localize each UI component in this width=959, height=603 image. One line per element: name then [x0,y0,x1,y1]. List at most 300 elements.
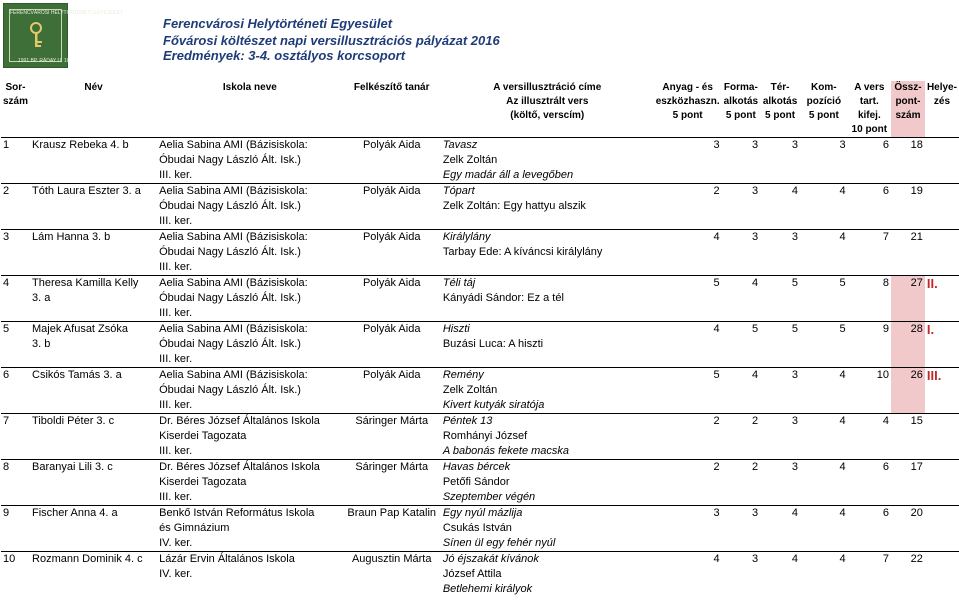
teacher-name [343,138,441,184]
cell-line: 17 [910,461,923,473]
cell-line: 3 [751,231,759,243]
col-vers-header: A versillusztráció címe Az illusztrált vers (költő, verscím) [441,81,654,138]
cell-line: Jó éjszakát kívánok [442,553,539,565]
placement [925,230,959,276]
score-total [891,552,925,598]
placement [925,276,959,322]
score-forma [722,506,760,552]
school-name [157,322,342,368]
cell-line: 2 [751,461,759,473]
score-kompozicio [800,276,848,322]
cell-line: Királylány [442,231,491,243]
student-name [30,506,157,552]
cell-line: Havas bércek [442,461,511,473]
cell-line: 2 [713,185,720,197]
score-ter [760,414,800,460]
cell-line: 18 [910,139,923,151]
cell-line: Egy nyúl mázlija [442,507,523,519]
cell-line: 1 [3,139,10,151]
cell-line: 5 [791,323,799,335]
student-name [30,368,157,414]
teacher-name [343,552,441,598]
cell-line: 5 [839,323,846,335]
cell-line: 3 [791,415,799,427]
col-helyezes-header: Helye- zés [925,81,959,138]
cell-line: Polyák Aida [362,231,421,243]
artwork-poem [441,230,654,276]
cell-line: Dr. Béres József Általános Iskola [159,461,320,473]
teacher-name [343,414,441,460]
table-row [1,230,959,276]
table-row [1,552,959,598]
col-kompozicio-header: Kom- pozíció 5 pont [800,81,848,138]
placement [925,184,959,230]
school-name [157,138,342,184]
cell-line: Braun Pap Katalin [347,507,437,519]
cell-line: Theresa Kamilla Kelly [32,277,139,289]
cell-line: Óbudai Nagy László Ált. Isk.) [159,292,301,304]
cell-line: Kiserdei Tagozata [159,476,247,488]
results-table [1,81,959,597]
student-name [30,184,157,230]
table-header-row [1,81,959,138]
cell-line: 4 [839,553,846,565]
cell-line: Tiboldi Péter 3. c [32,415,115,427]
score-ter [760,460,800,506]
cell-line: Óbudai Nagy László Ált. Isk.) [159,246,301,258]
table-row [1,368,959,414]
score-vers-tart [848,230,891,276]
cell-line: III. ker. [159,491,193,503]
logo-caption-top: FERENCVÁROSI HELYTÖRTÉNETI EGYESÜLET [10,10,124,16]
score-ter [760,552,800,598]
cell-line: Tarbay Ede: A kíváncsi királylány [442,246,603,258]
cell-line: 5 [839,277,846,289]
cell-line: Sínen ül egy fehér nyúl [442,537,556,549]
cell-line: József Attila [442,568,502,580]
cell-line: 20 [910,507,923,519]
cell-line: Buzási Luca: A hiszti [442,338,544,350]
score-anyag [654,230,722,276]
score-vers-tart [848,184,891,230]
school-name [157,460,342,506]
cell-line: 5 [713,369,720,381]
artwork-poem [441,322,654,368]
row-number [1,276,30,322]
cell-line: 3 [791,461,799,473]
cell-line: 4 [713,323,720,335]
cell-line: Benkő István Református Iskola [159,507,315,519]
cell-line: 3 [713,507,720,519]
score-anyag [654,322,722,368]
cell-line: Tavasz [442,139,478,151]
cell-line: 19 [910,185,923,197]
row-number [1,230,30,276]
cell-line: 6 [882,461,890,473]
header-competition: Fővárosi költészet napi versillusztrációs pályázat 2016 [163,33,500,48]
cell-line: 4 [791,185,799,197]
cell-line: Augusztin Márta [351,553,432,565]
placement [925,138,959,184]
score-total [891,414,925,460]
score-forma [722,368,760,414]
cell-line: 4 [791,507,799,519]
score-kompozicio [800,368,848,414]
cell-line: III. ker. [159,399,193,411]
score-anyag [654,138,722,184]
cell-line: 4 [839,231,846,243]
cell-line: 3 [3,231,10,243]
col-ossz-header: Össz- pont- szám [891,81,925,138]
cell-line: és Gimnázium [159,522,230,534]
cell-line: 4 [839,461,846,473]
score-vers-tart [848,552,891,598]
cell-line: III. ker. [159,445,193,457]
cell-line: 10 [3,553,16,565]
score-forma [722,414,760,460]
cell-line: 5 [713,277,720,289]
header-association: Ferencvárosi Helytörténeti Egyesület [163,16,393,31]
cell-line: Dr. Béres József Általános Iskola [159,415,320,427]
artwork-poem [441,552,654,598]
cell-line: Tóth Laura Eszter 3. a [32,185,141,197]
col-anyag-header: Anyag - és eszközhaszn. 5 pont [654,81,722,138]
cell-line: Sáringer Márta [355,415,429,427]
placement-label: II. [926,276,938,291]
placement [925,552,959,598]
row-number [1,368,30,414]
cell-line: Rozmann Dominik 4. c [32,553,143,565]
row-number [1,184,30,230]
cell-line: 4 [3,277,10,289]
cell-line: Aelia Sabina AMI (Bázisiskola: [159,185,308,197]
cell-line: Polyák Aida [362,139,421,151]
cell-line: Polyák Aida [362,369,421,381]
cell-line: III. ker. [159,261,193,273]
cell-line: 3 [791,231,799,243]
score-total [891,322,925,368]
score-total [891,276,925,322]
cell-line: 4 [791,553,799,565]
student-name [30,230,157,276]
score-total [891,184,925,230]
score-anyag [654,414,722,460]
cell-line: IV. ker. [159,568,193,580]
score-ter [760,506,800,552]
cell-line: Kiserdei Tagozata [159,430,247,442]
results-body [1,138,959,598]
score-ter [760,184,800,230]
cell-line: Péntek 13 [442,415,493,427]
student-name [30,276,157,322]
cell-line: Aelia Sabina AMI (Bázisiskola: [159,231,308,243]
school-name [157,184,342,230]
teacher-name [343,276,441,322]
cell-line: Romhányi József [442,430,528,442]
row-number [1,138,30,184]
score-anyag [654,276,722,322]
student-name [30,460,157,506]
cell-line: Aelia Sabina AMI (Bázisiskola: [159,323,308,335]
artwork-poem [441,276,654,322]
school-name [157,414,342,460]
teacher-name [343,230,441,276]
header-results: Eredmények: 3-4. osztályos korcsoport [163,48,406,63]
cell-line: 3. a [32,292,51,304]
placement [925,460,959,506]
score-ter [760,276,800,322]
cell-line: Óbudai Nagy László Ált. Isk.) [159,338,301,350]
score-kompozicio [800,506,848,552]
cell-line: Aelia Sabina AMI (Bázisiskola: [159,277,308,289]
cell-line: Sáringer Márta [355,461,429,473]
cell-line: 6 [882,185,890,197]
cell-line: Majek Afusat Zsóka [32,323,129,335]
score-forma [722,460,760,506]
cell-line: Lázár Ervin Általános Iskola [159,553,295,565]
table-row [1,184,959,230]
cell-line: 3 [791,139,799,151]
placement-label: I. [926,322,935,337]
artwork-poem [441,506,654,552]
row-number [1,506,30,552]
score-anyag [654,368,722,414]
score-forma [722,138,760,184]
artwork-poem [441,414,654,460]
score-forma [722,322,760,368]
cell-line: Csukás István [442,522,512,534]
score-kompozicio [800,414,848,460]
student-name [30,322,157,368]
table-row [1,460,959,506]
cell-line: Lám Hanna 3. b [32,231,111,243]
placement [925,414,959,460]
score-ter [760,138,800,184]
score-vers-tart [848,506,891,552]
school-name [157,276,342,322]
cell-line: 9 [3,507,10,519]
row-number [1,460,30,506]
cell-line: 4 [882,415,890,427]
cell-line: 3. b [32,338,51,350]
score-forma [722,184,760,230]
cell-line: Szeptember végén [442,491,536,503]
score-ter [760,230,800,276]
cell-line: 22 [910,553,923,565]
row-number [1,552,30,598]
score-anyag [654,506,722,552]
artwork-poem [441,460,654,506]
student-name [30,552,157,598]
cell-line: 2 [3,185,10,197]
school-name [157,506,342,552]
col-forma-header: Forma- alkotás 5 pont [722,81,760,138]
cell-line: Aelia Sabina AMI (Bázisiskola: [159,139,308,151]
cell-line: Fischer Anna 4. a [32,507,118,519]
association-logo [3,3,124,68]
cell-line: Egy madár áll a levegőben [442,169,574,181]
cell-line: 5 [791,277,799,289]
cell-line: Óbudai Nagy László Ált. Isk.) [159,200,301,212]
teacher-name [343,506,441,552]
score-kompozicio [800,322,848,368]
cell-line: 4 [839,415,846,427]
student-name [30,414,157,460]
artwork-poem [441,184,654,230]
score-total [891,368,925,414]
col-iskola-header: Iskola neve [157,81,342,138]
cell-line: 3 [839,139,846,151]
cell-line: 6 [882,507,890,519]
col-nev-header: Név [30,81,157,138]
cell-line: Óbudai Nagy László Ált. Isk.) [159,384,301,396]
cell-line: 10 [876,369,890,381]
cell-line: 4 [839,185,846,197]
score-anyag [654,552,722,598]
cell-line: 21 [910,231,923,243]
score-kompozicio [800,184,848,230]
cell-line: Óbudai Nagy László Ált. Isk.) [159,154,301,166]
cell-line: 8 [882,277,890,289]
teacher-name [343,368,441,414]
cell-line: Zelk Zoltán [442,384,498,396]
cell-line: Krausz Rebeka 4. b [32,139,129,151]
score-vers-tart [848,138,891,184]
cell-line: Kivert kutyák siratója [442,399,545,411]
table-row [1,322,959,368]
cell-line: Polyák Aida [362,277,421,289]
logo-caption-bottom: 1991 BP. RÁDAY U. 18. [18,58,71,64]
student-name [30,138,157,184]
table-row [1,506,959,552]
table-row [1,276,959,322]
cell-line: Téli táj [442,277,476,289]
cell-line: 9 [882,323,890,335]
cell-line: 7 [3,415,10,427]
row-number [1,414,30,460]
cell-line: IV. ker. [159,537,193,549]
cell-line: Tópart [442,185,475,197]
cell-line: Zelk Zoltán: Egy hattyu alszik [442,200,586,212]
cell-line: Petőfi Sándor [442,476,510,488]
cell-line: Polyák Aida [362,185,421,197]
cell-line: III. ker. [159,215,193,227]
placement [925,506,959,552]
placement [925,368,959,414]
cell-line: III. ker. [159,307,193,319]
score-total [891,506,925,552]
cell-line: 3 [713,139,720,151]
cell-line: Kányádi Sándor: Ez a tél [442,292,564,304]
score-ter [760,322,800,368]
table-row [1,414,959,460]
cell-line: 4 [713,231,720,243]
cell-line: 4 [839,369,846,381]
score-forma [722,276,760,322]
cell-line: Aelia Sabina AMI (Bázisiskola: [159,369,308,381]
cell-line: Zelk Zoltán [442,154,498,166]
cell-line: 26 [910,369,923,381]
cell-line: 8 [3,461,10,473]
cell-line: Remény [442,369,484,381]
cell-line: 2 [713,461,720,473]
artwork-poem [441,138,654,184]
cell-line: 15 [910,415,923,427]
cell-line: 5 [3,323,10,335]
score-total [891,138,925,184]
score-kompozicio [800,460,848,506]
score-anyag [654,460,722,506]
cell-line: 7 [882,231,890,243]
cell-line: A babonás fekete macska [442,445,570,457]
teacher-name [343,322,441,368]
teacher-name [343,184,441,230]
cell-line: Csikós Tamás 3. a [32,369,122,381]
score-forma [722,552,760,598]
cell-line: 4 [839,507,846,519]
cell-line: Betlehemi királyok [442,583,533,595]
cell-line: Baranyai Lili 3. c [32,461,113,473]
score-forma [722,230,760,276]
cell-line: 6 [882,139,890,151]
placement [925,322,959,368]
cell-line: Hiszti [442,323,470,335]
score-total [891,460,925,506]
placement-label: III. [926,368,942,383]
cell-line: 7 [882,553,890,565]
score-vers-tart [848,322,891,368]
row-number [1,322,30,368]
teacher-name [343,460,441,506]
cell-line: 5 [751,323,759,335]
score-kompozicio [800,230,848,276]
cell-line: 28 [910,323,923,335]
cell-line: 3 [791,369,799,381]
col-tanar-header: Felkészítő tanár [343,81,441,138]
cell-line: 4 [751,277,759,289]
col-vers-tart-header: A vers tart. kifej. 10 pont [848,81,891,138]
cell-line: 2 [713,415,720,427]
cell-line: 3 [751,139,759,151]
cell-line: 3 [751,553,759,565]
cell-line: III. ker. [159,169,193,181]
artwork-poem [441,368,654,414]
key-icon [24,22,48,50]
score-vers-tart [848,460,891,506]
score-kompozicio [800,552,848,598]
col-sorszam-header: Sor- szám [1,81,30,138]
school-name [157,368,342,414]
cell-line: 27 [910,277,923,289]
score-vers-tart [848,414,891,460]
cell-line: 2 [751,415,759,427]
score-total [891,230,925,276]
cell-line: 3 [751,507,759,519]
col-ter-header: Tér- alkotás 5 pont [760,81,800,138]
score-ter [760,368,800,414]
school-name [157,230,342,276]
cell-line: Polyák Aida [362,323,421,335]
cell-line: 4 [713,553,720,565]
cell-line: 6 [3,369,10,381]
table-row [1,138,959,184]
cell-line: 3 [751,185,759,197]
score-vers-tart [848,368,891,414]
score-anyag [654,184,722,230]
cell-line: 4 [751,369,759,381]
score-kompozicio [800,138,848,184]
cell-line: III. ker. [159,353,193,365]
